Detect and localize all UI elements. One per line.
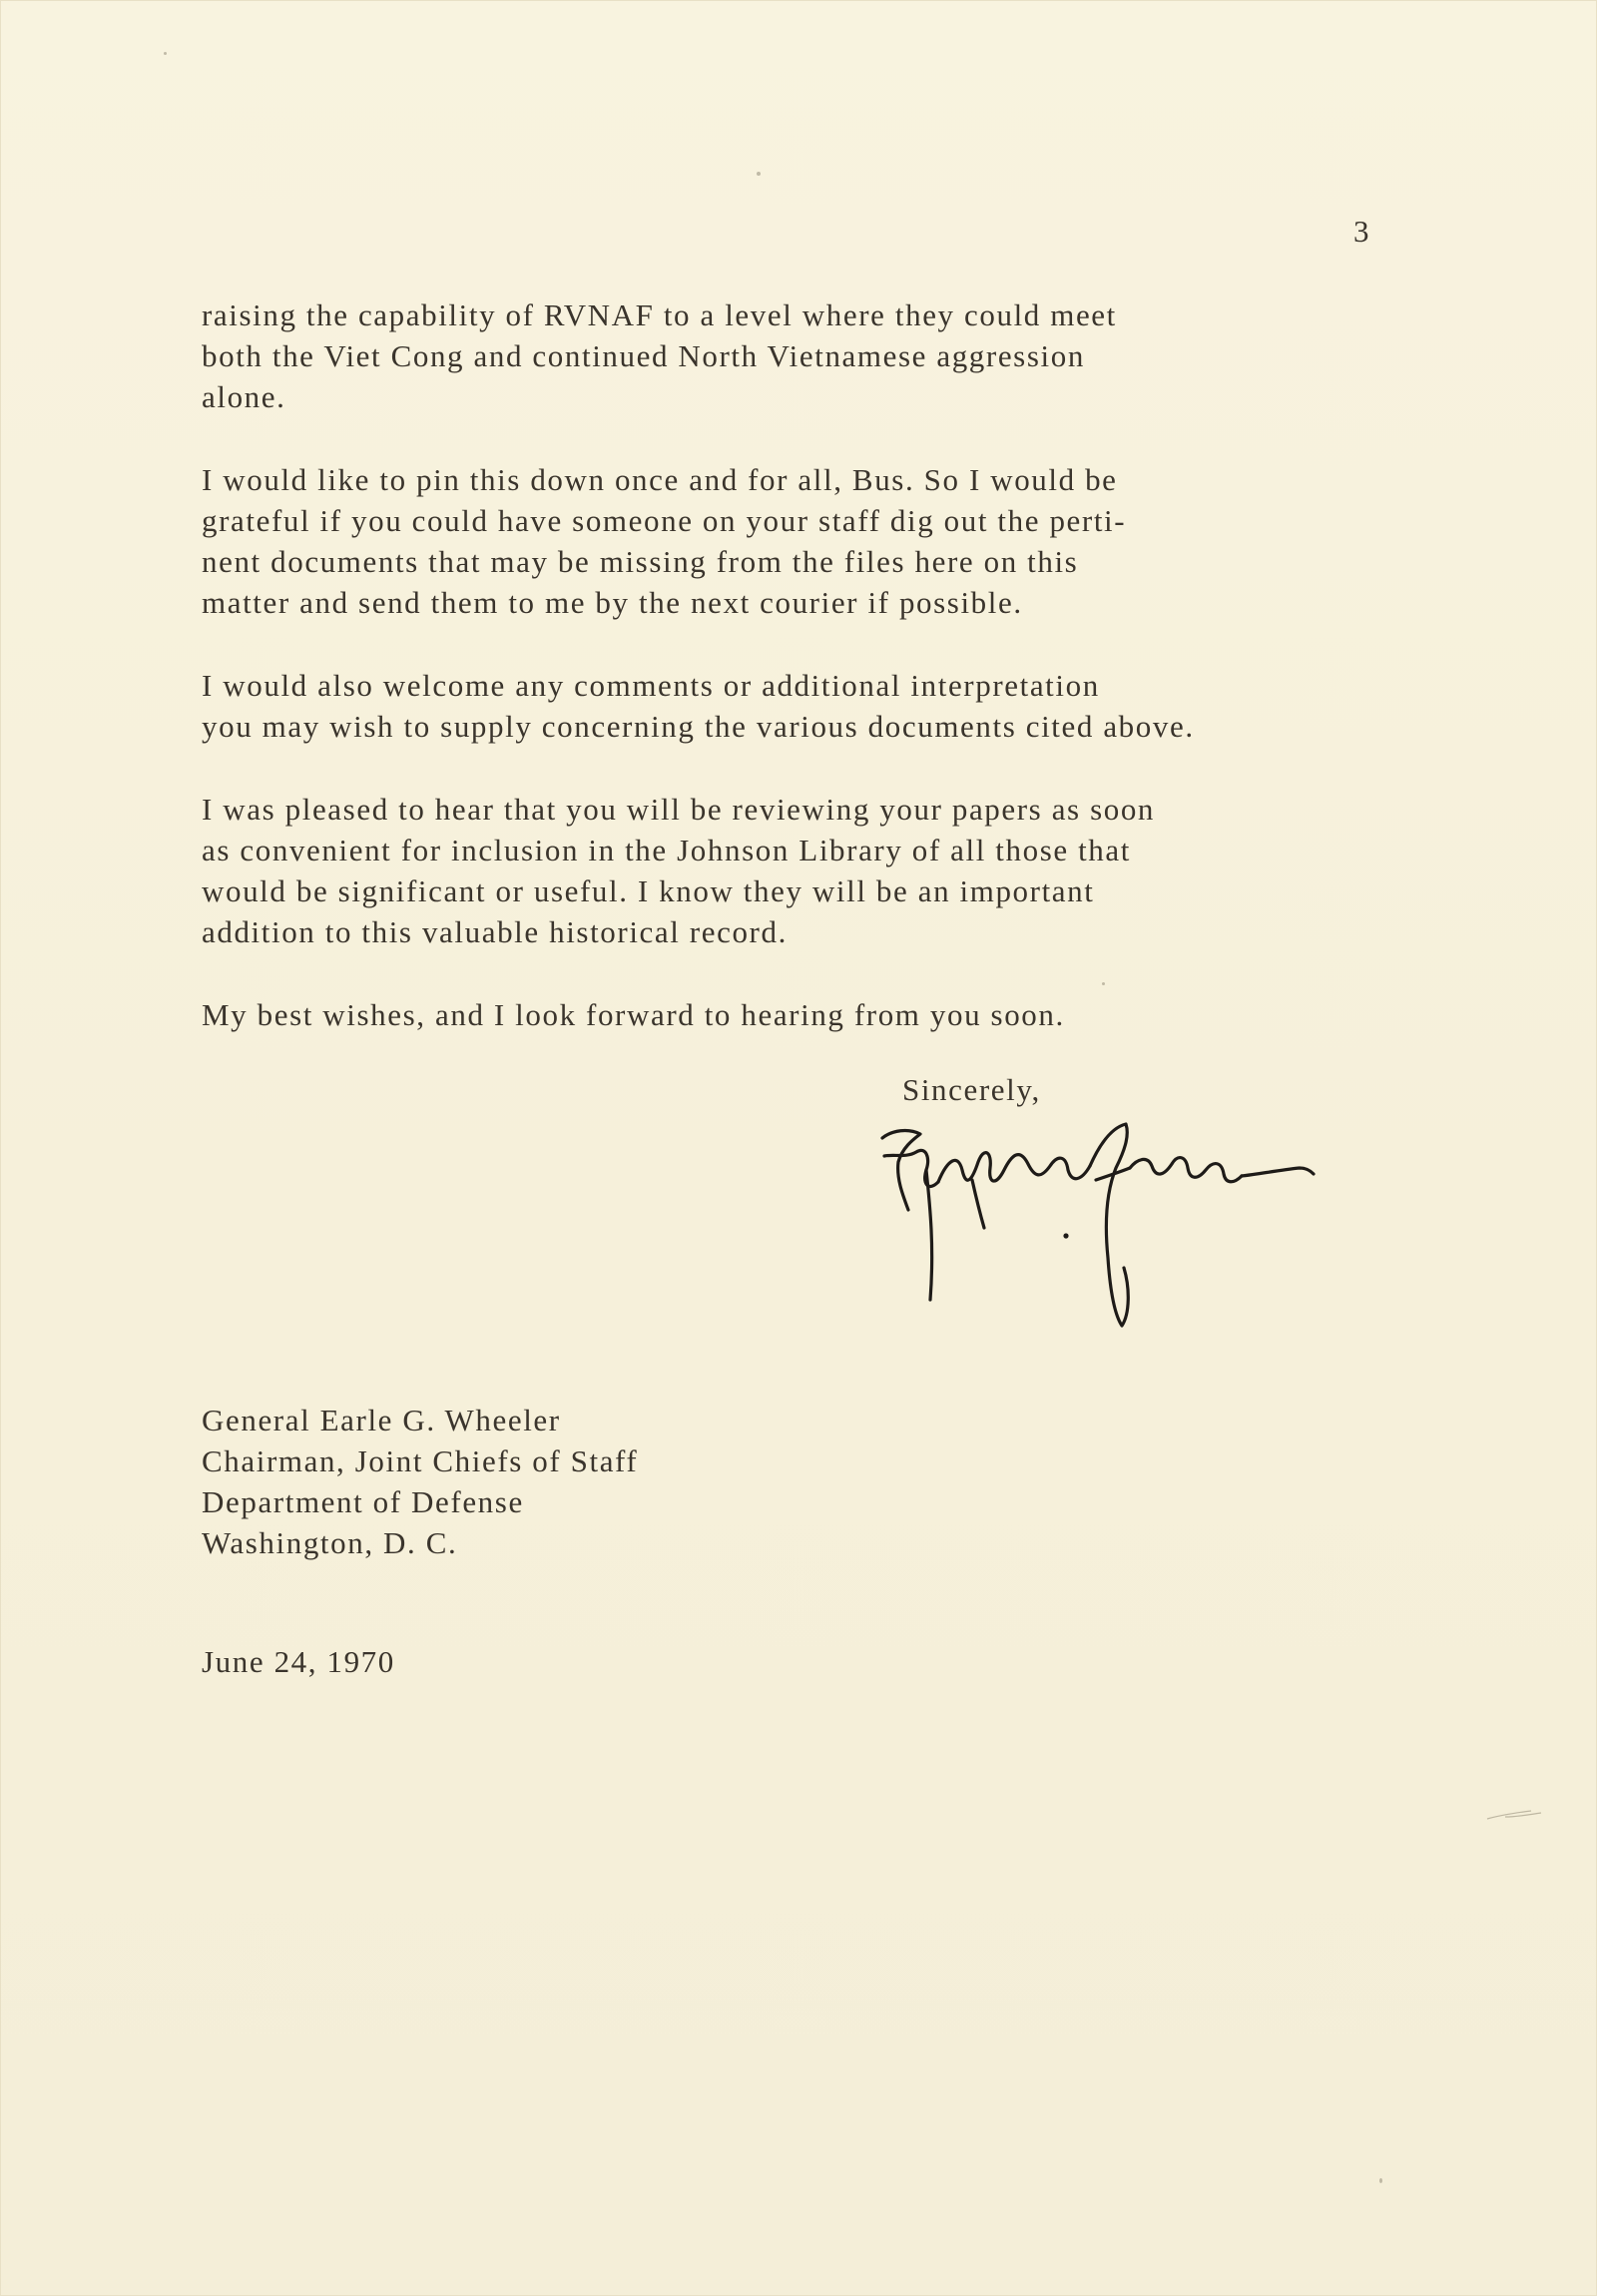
paragraph-1 bbox=[202, 294, 1509, 417]
text-line: both the Viet Cong and continued North Vietnamese aggression bbox=[202, 338, 1085, 373]
paragraph-4 bbox=[202, 789, 1509, 952]
handwritten-signature-icon bbox=[868, 1118, 1318, 1338]
paragraph-3 bbox=[202, 665, 1509, 747]
letter-date: June 24, 1970 bbox=[202, 1644, 395, 1679]
address-line: Department of Defense bbox=[202, 1484, 524, 1519]
recipient-address bbox=[202, 1400, 638, 1563]
text-line: I was pleased to hear that you will be reviewing your papers as soon bbox=[202, 792, 1156, 827]
text-line: grateful if you could have someone on your staff dig out the perti- bbox=[202, 503, 1127, 538]
text-line: addition to this valuable historical record. bbox=[202, 914, 788, 949]
address-line: Chairman, Joint Chiefs of Staff bbox=[202, 1443, 639, 1478]
text-line: matter and send them to me by the next courier if possible. bbox=[202, 585, 1023, 620]
paper-speck bbox=[164, 52, 167, 55]
text-line: alone. bbox=[202, 379, 286, 414]
text-line: I would also welcome any comments or additional interpretation bbox=[202, 668, 1100, 703]
text-line: would be significant or useful. I know they will be an important bbox=[202, 873, 1095, 908]
paper-speck bbox=[757, 172, 761, 176]
text-line: you may wish to supply concerning the various documents cited above. bbox=[202, 709, 1195, 744]
address-line: Washington, D. C. bbox=[202, 1525, 458, 1560]
paper-speck bbox=[1102, 982, 1105, 985]
text-line: raising the capability of RVNAF to a level where they could meet bbox=[202, 297, 1117, 332]
closing-salutation: Sincerely, bbox=[902, 1072, 1041, 1107]
text-line: nent documents that may be missing from the files here on this bbox=[202, 544, 1079, 579]
text-line: I would like to pin this down once and for all, Bus. So I would be bbox=[202, 462, 1118, 497]
paper-speck bbox=[1379, 2178, 1382, 2183]
paragraph-5 bbox=[202, 994, 1509, 1035]
paper-scuff bbox=[1485, 1805, 1545, 1825]
paragraph-2 bbox=[202, 459, 1509, 623]
text-line: My best wishes, and I look forward to hearing from you soon. bbox=[202, 997, 1065, 1032]
page-number: 3 bbox=[1353, 214, 1370, 249]
text-line: as convenient for inclusion in the Johnson Library of all those that bbox=[202, 833, 1131, 867]
address-line: General Earle G. Wheeler bbox=[202, 1403, 561, 1437]
letter-body bbox=[202, 294, 1509, 1077]
